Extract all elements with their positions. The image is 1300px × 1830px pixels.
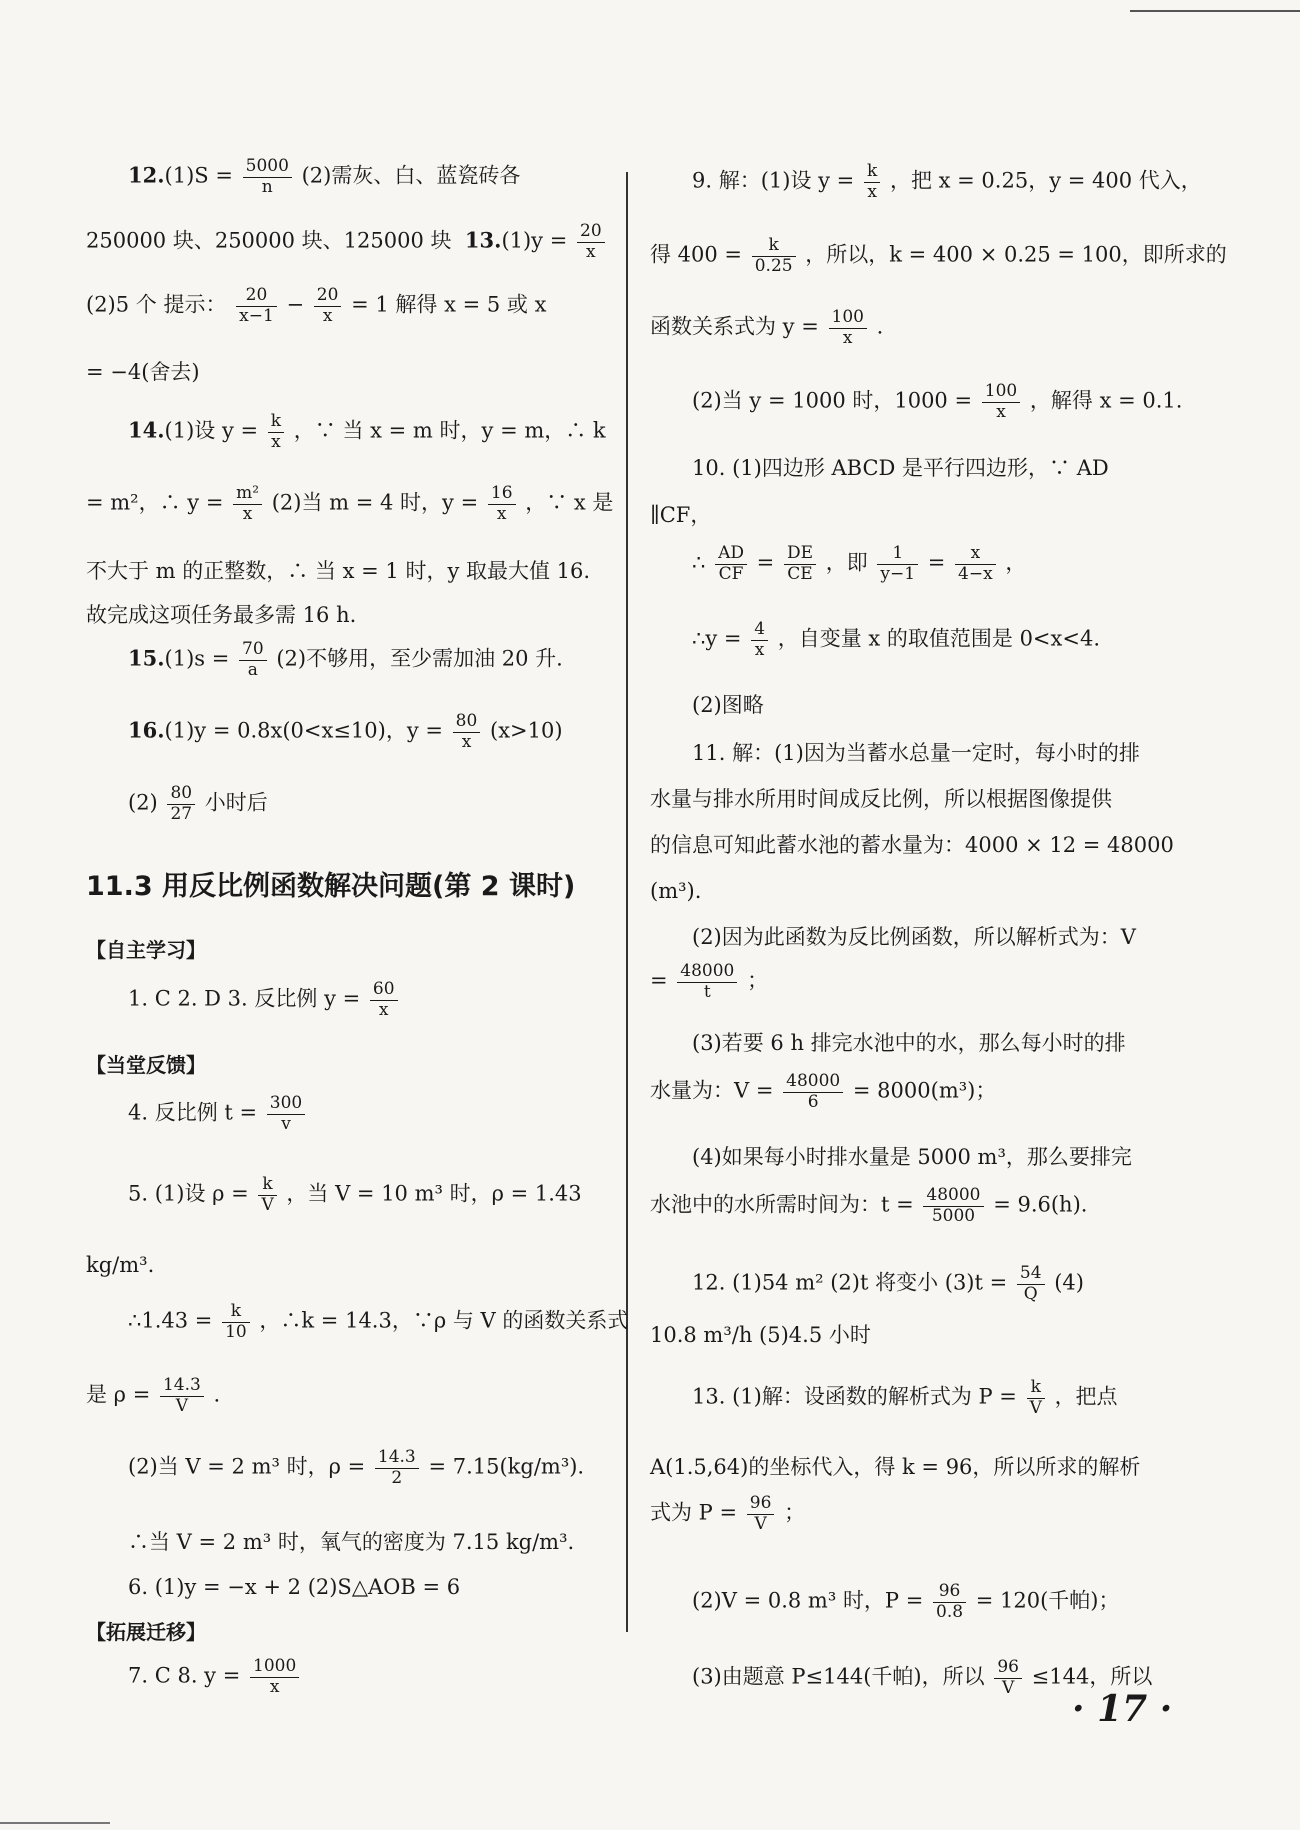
fraction: $\frac{20}{x-1}$ [236, 286, 277, 326]
fraction: $\frac{1}{y-1}$ [877, 544, 918, 584]
answer-11-line3: 的信息可知此蓄水池的蓄水量为：4000 × 12 = 48000 [650, 833, 1174, 857]
answer-16: 16.(1)y = 0.8x(0<x≤10)，y = $\frac{80}{x}$ (x>10) [128, 711, 563, 752]
fraction: $\frac{80}{x}$ [453, 712, 481, 752]
answer-4: 4. 反比例 t = $\frac{300}{v}$ [86, 1094, 308, 1134]
answer-5-part2: (2)当 V = 2 m³ 时，ρ = $\frac{14.3}{2}$ = 7.15(kg/m³). [128, 1447, 585, 1488]
fraction: $\frac{k}{V}$ [1027, 1378, 1045, 1418]
answer-13-part3: (3)由题意 P≤144(千帕)，所以 $\frac{96}{V}$ ≤144，所以 [692, 1657, 1153, 1698]
answer-11-line4: (m³). [650, 879, 702, 903]
label-extension: 【拓展迁移】 [86, 1620, 206, 1644]
fraction: $\frac{54}{Q}$ [1017, 1264, 1045, 1304]
answer-7-8: 7. C 8. y = $\frac{1000}{x}$ [86, 1657, 302, 1697]
answer-5-line3: ∴1.43 = $\frac{k}{10}$ ，∴k = 14.3，∵ρ 与 V 的函数关系式 [128, 1301, 629, 1342]
answer-9-line2: 得 400 = $\frac{k}{0.25}$ ，所以，k = 400 × 0.25 = 100，即所求的 [650, 235, 1227, 276]
answer-14-line3: 不大于 m 的正整数，∴ 当 x = 1 时，y 取最大值 16. [86, 559, 591, 583]
label-self-study: 【自主学习】 [86, 938, 206, 962]
fraction: $\frac{96}{V}$ [747, 1494, 775, 1534]
fraction: $\frac{96}{V}$ [994, 1658, 1022, 1698]
fraction: $\frac{14.3}{V}$ [160, 1376, 204, 1416]
answer-10: 10. (1)四边形 ABCD 是平行四边形，∵ AD [692, 456, 1109, 480]
fraction: $\frac{300}{v}$ [267, 1094, 305, 1134]
answer-12: 12. (1)54 m² (2)t 将变小 (3)t = $\frac{54}{Q}$ (4) [692, 1263, 1084, 1304]
answer-5-line4: 是 ρ = $\frac{14.3}{V}$ . [86, 1375, 221, 1416]
fraction: $\frac{\text{m²}}{x}$ [233, 484, 262, 524]
answer-11-part3: (3)若要 6 h 排完水池中的水，那么每小时的排 [692, 1031, 1126, 1055]
answer-1-3: 1. C 2. D 3. 反比例 y = $\frac{60}{x}$ [86, 980, 401, 1020]
answer-9: 9. 解：(1)设 y = $\frac{k}{x}$ ，把 x = 0.25，y = 400 代入， [692, 161, 1202, 202]
answer-10-line3: ∴ $\frac{AD}{CF}$ = $\frac{DE}{CE}$ ，即 $\frac{1}{y-1}$ = $\frac{x}{4-x}$ ， [692, 543, 1027, 584]
answer-5: 5. (1)设 ρ = $\frac{k}{V}$ ，当 V = 10 m³ 时，ρ = 1.43 [128, 1174, 582, 1215]
answer-11-part2: (2)因为此函数为反比例函数，所以解析式为：V [692, 925, 1136, 949]
fraction: $\frac{x}{4-x}$ [955, 544, 996, 584]
fraction: $\frac{1000}{x}$ [250, 1657, 299, 1697]
fraction: $\frac{4}{x}$ [751, 620, 768, 660]
answer-11-part4: (4)如果每小时排水量是 5000 m³，那么要排完 [692, 1145, 1132, 1169]
answer-14-line4: 故完成这项任务最多需 16 h. [86, 603, 357, 627]
fraction: $\frac{16}{x}$ [488, 484, 516, 524]
answer-13-hint: (2)5 个 提示： $\frac{20}{x-1}$ − $\frac{20}{x}$ = 1 解得 x = 5 或 x [86, 285, 547, 326]
page-number: · 17 · [1072, 1688, 1173, 1730]
fraction: $\frac{96}{0.8}$ [933, 1582, 966, 1622]
fraction: $\frac{20}{x}$ [577, 222, 605, 262]
answer-11-part3-formula: 水量为：V = $\frac{48000}{6}$ = 8000(m³)； [650, 1071, 997, 1112]
fraction: $\frac{60}{x}$ [370, 980, 398, 1020]
fraction: $\frac{14.3}{2}$ [375, 1448, 419, 1488]
answer-13-line2: A(1.5,64)的坐标代入，得 k = 96，所以所求的解析 [650, 1455, 1141, 1479]
fraction: $\frac{k}{x}$ [864, 162, 880, 202]
fraction: $\frac{48000}{5000}$ [923, 1186, 983, 1226]
answer-14: 14.(1)设 y = $\frac{k}{x}$ ，∵ 当 x = m 时，y = m，∴ k [128, 411, 606, 452]
answer-13-line3: 式为 P = $\frac{96}{V}$ ； [650, 1493, 806, 1534]
section-title: 11.3 用反比例函数解决问题(第 2 课时) [86, 871, 576, 902]
answer-14-line2: = m²，∴ y = $\frac{\text{m²}}{x}$ (2)当 m = 4 时，y = $\frac{16}{x}$ ，∵ x 是 [86, 483, 614, 524]
answer-9-line3: 函数关系式为 y = $\frac{100}{x}$ . [650, 307, 884, 348]
answer-9-part2: (2)当 y = 1000 时，1000 = $\frac{100}{x}$ ，解得 x = 0.1. [692, 381, 1183, 422]
answer-12-line2: 10.8 m³/h (5)4.5 小时 [650, 1323, 871, 1347]
answer-10-line4: ∴y = $\frac{4}{x}$ ，自变量 x 的取值范围是 0<x<4. [692, 619, 1101, 660]
answer-10-line2: ∥CF， [650, 503, 712, 527]
answer-13-tail: = −4(舍去) [86, 360, 200, 384]
bottom-rule [0, 1822, 110, 1824]
answer-10-part2: (2)图略 [692, 693, 764, 717]
fraction: $\frac{k}{0.25}$ [752, 236, 796, 276]
answer-13-part2: (2)V = 0.8 m³ 时，P = $\frac{96}{0.8}$ = 120(千帕)； [692, 1581, 1120, 1622]
answer-11-part4-formula: 水池中的水所需时间为：t = $\frac{48000}{5000}$ = 9.6(h). [650, 1185, 1088, 1226]
fraction: $\frac{48000}{6}$ [783, 1072, 843, 1112]
fraction: $\frac{100}{x}$ [982, 382, 1020, 422]
fraction: $\frac{70}{a}$ [239, 640, 267, 680]
fraction: $\frac{48000}{t}$ [677, 962, 737, 1002]
answer-11-line2: 水量与排水所用时间成反比例，所以根据图像提供 [650, 787, 1112, 811]
answer-6: 6. (1)y = −x + 2 (2)S△AOB = 6 [128, 1575, 461, 1599]
answer-12-13: 250000 块、250000 块、125000 块 13.(1)y = $\frac{20}{x}$ [86, 222, 608, 262]
answer-16-part2: (2) $\frac{80}{27}$ 小时后 [128, 783, 268, 824]
fraction: $\frac{5000}{n}$ [243, 157, 292, 197]
answer-5-unit: kg/m³. [86, 1253, 155, 1277]
fraction: $\frac{100}{x}$ [829, 308, 867, 348]
fraction: $\frac{k}{V}$ [258, 1175, 276, 1215]
fraction: $\frac{DE}{CE}$ [784, 544, 816, 584]
answer-11-part2-formula: = $\frac{48000}{t}$ ； [650, 961, 769, 1002]
answer-5-conclusion: ∴当 V = 2 m³ 时，氧气的密度为 7.15 kg/m³. [128, 1530, 575, 1554]
fraction: $\frac{AD}{CF}$ [715, 544, 747, 584]
label-class-feedback: 【当堂反馈】 [86, 1053, 206, 1077]
answer-13: 13. (1)解：设函数的解析式为 P = $\frac{k}{V}$ ，把点 [692, 1377, 1118, 1418]
column-divider [626, 172, 628, 1632]
answer-15: 15.(1)s = $\frac{70}{a}$ (2)不够用，至少需加油 20 升. [128, 639, 563, 680]
fraction: $\frac{k}{10}$ [222, 1302, 250, 1342]
fraction: $\frac{k}{x}$ [268, 412, 284, 452]
answer-12: 12.(1)S = $\frac{5000}{n}$ (2)需灰、白、蓝瓷砖各 [128, 156, 521, 197]
answer-11: 11. 解：(1)因为当蓄水总量一定时，每小时的排 [692, 741, 1140, 765]
top-rule [1130, 10, 1300, 12]
fraction: $\frac{20}{x}$ [314, 286, 342, 326]
fraction: $\frac{80}{27}$ [167, 784, 195, 824]
